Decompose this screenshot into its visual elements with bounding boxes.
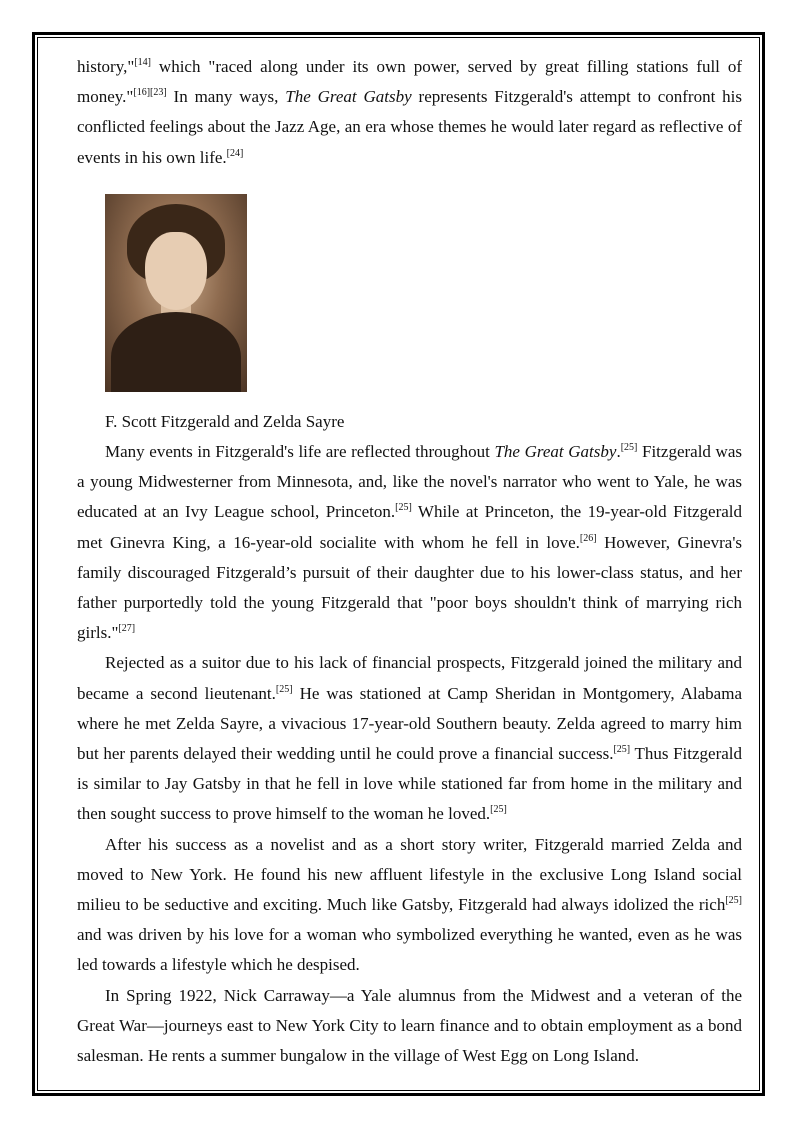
citation[interactable]: [25] [490,804,507,816]
citation[interactable]: [24] [226,147,244,159]
document-body [77,52,742,1071]
text: Rejected as a suitor due to his lack of financial prospects, Fitzgerald joined the military and became a second lieutenant. [77,653,742,703]
text: In Spring 1922, Nick Carraway—a Yale alumnus from the Midwest and a veteran of the Great War—journeys east to New York City to learn finance and to obtain employment as a bond salesman. He rents a summer bungalow in the village of West Egg on Long Island. [77,985,742,1066]
paragraph-3 [77,648,742,829]
text: . [616,442,621,462]
text: Thus Fitzgerald is similar to Jay Gatsby in that he fell in love while stationed far from home in the military and then sought success to prove himself to the woman he loved. [77,744,742,824]
citation[interactable]: [14] [134,57,151,68]
citation[interactable]: [25] [620,442,638,454]
portrait-photo-icon[interactable] [105,194,247,392]
text: Fitzgerald was a young Midwesterner from Minnesota, and, like the novel's narrator who went to Yale, he was educated at an Ivy League school, Princeton. [77,442,742,522]
citation[interactable]: [25] [725,895,742,907]
paragraph-4 [77,830,742,981]
text: While at Princeton, the 19-year-old Fitzgerald met Ginevra King, a 16-year-old socialite with whom he fell in love. [77,502,742,552]
text: Many events in Fitzgerald's life are reflected throughout [105,442,495,462]
text: which "raced along under its own power, served by great filling stations full of money." [77,57,742,107]
text: After his success as a novelist and as a short story writer, Fitzgerald married Zelda and moved to New York. He found his new affluent lifestyle in the exclusive Long Island social milieu to be seductive and exciting. Much like Gatsby, Fitzgerald had always idolized the rich [77,834,742,915]
photo-face [145,232,207,310]
text: He was stationed at Camp Sheridan in Montgomery, Alabama where he met Zelda Sayre, a vivacious 17-year-old Southern beauty. Zelda agreed to marry him but her parents delayed their wedding until he could prove a financial success. [77,683,742,764]
book-title: The Great Gatsby [285,87,412,107]
photo-body [111,312,241,392]
citation[interactable]: [26] [579,532,597,544]
text: represents Fitzgerald's attempt to confront his conflicted feelings about the Jazz Age, an era whose themes he would later regard as reflective of events in his own life. [77,87,742,167]
citation[interactable]: [27] [118,623,136,635]
paragraph-1 [77,52,742,173]
citation[interactable]: [25] [275,683,293,695]
paragraph-2 [77,437,742,648]
text: In many ways, [166,87,286,107]
paragraph-5 [77,981,742,1072]
text: and was driven by his love for a woman who symbolized everything he wanted, even as he was led towards a lifestyle which he despised. [77,925,742,975]
citation[interactable]: [25] [613,744,631,756]
citation[interactable]: [16][23] [133,87,167,99]
book-title: The Great Gatsby [494,442,617,462]
text: history," [77,57,135,76]
figure [77,173,742,407]
figure-caption: F. Scott Fitzgerald and Zelda Sayre [105,411,345,431]
citation[interactable]: [25] [395,502,412,514]
text: However, Ginevra's family discouraged Fitzgerald’s pursuit of their daughter due to his lower-class status, and her father purportedly told the young Fitzgerald that "poor boys shouldn't think of marrying rich girls." [77,532,742,643]
